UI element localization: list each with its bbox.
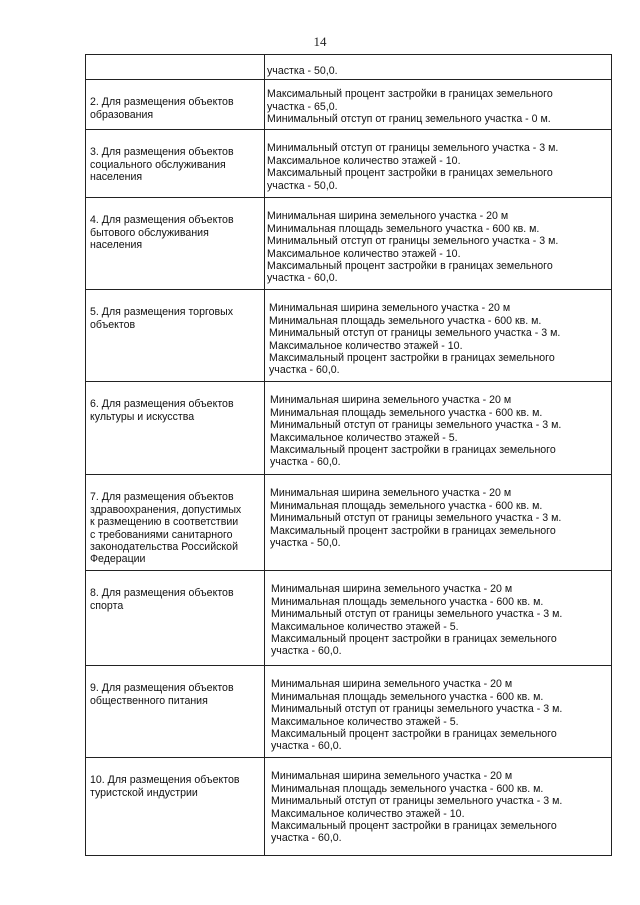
table-row-7 — [86, 475, 612, 571]
param-line: Максимальный процент застройки в границах земельного — [271, 820, 557, 833]
param-line: Минимальная площадь земельного участка - 600 кв. м. — [270, 406, 543, 419]
table-row-continuation — [86, 55, 612, 80]
param-line: участка - 60,0. — [271, 832, 342, 845]
param-line: Минимальный отступ от границы земельного участка - 3 м. — [271, 795, 563, 808]
param-line: Максимальное количество этажей - 5. — [271, 620, 459, 633]
use-cell — [86, 571, 265, 666]
use-cell — [86, 475, 265, 571]
param-line: Минимальный отступ от границы земельного участка - 3 м. — [271, 608, 563, 621]
use-cell — [86, 758, 265, 856]
use-label: 9. Для размещения объектов общественного питания — [90, 682, 234, 707]
use-label: 5. Для размещения торговых объектов — [90, 306, 234, 331]
table-row-3 — [86, 130, 612, 198]
param-line: Минимальный отступ от границ земельного участка - 0 м. — [267, 113, 551, 126]
use-label: 3. Для размещения объектов социального обслуживания населения — [90, 146, 234, 184]
param-line: участка - 65,0. — [267, 100, 338, 113]
params-cell — [265, 130, 612, 198]
use-label: 4. Для размещения объектов бытового обслуживания населения — [90, 214, 234, 252]
param-line: участка - 60,0. — [267, 272, 338, 285]
param-line: Минимальный отступ от границы земельного участка - 3 м. — [270, 512, 562, 525]
params-cell — [265, 475, 612, 571]
param-line: Максимальное количество этажей - 5. — [270, 431, 458, 444]
param-line: Максимальный процент застройки в границах земельного — [267, 88, 553, 101]
use-label: 2. Для размещения объектов образования — [90, 96, 234, 121]
table-row-2 — [86, 80, 612, 130]
use-cell — [86, 130, 265, 198]
param-line: Минимальный отступ от границы земельного участка - 3 м. — [271, 703, 563, 716]
params-cell — [265, 758, 612, 856]
params-cell — [265, 55, 612, 80]
use-cell-empty — [86, 55, 265, 80]
table-row-4 — [86, 198, 612, 290]
param-line: Максимальное количество этажей - 10. — [269, 339, 463, 352]
param-line: Максимальный процент застройки в границах земельного — [267, 167, 553, 180]
param-line: Минимальная ширина земельного участка - 20 м — [269, 302, 511, 315]
params-cell — [265, 290, 612, 382]
table-row-8 — [86, 571, 612, 666]
use-label: 8. Для размещения объектов спорта — [90, 587, 234, 612]
param-line: Максимальный процент застройки в границах земельного — [267, 260, 553, 273]
param-line: участка - 60,0. — [270, 456, 341, 469]
param-line: Минимальный отступ от границы земельного участка - 3 м. — [267, 142, 559, 155]
param-line: Максимальный процент застройки в границах земельного — [270, 524, 556, 537]
param-line: Минимальная площадь земельного участка - 600 кв. м. — [267, 222, 540, 235]
param-line: Минимальная ширина земельного участка - 20 м — [271, 770, 513, 783]
param-line: Минимальная площадь земельного участка - 600 кв. м. — [269, 314, 542, 327]
param-line: участка - 50,0. — [267, 65, 338, 77]
param-line: Минимальная площадь земельного участка - 600 кв. м. — [271, 690, 544, 703]
use-label: 7. Для размещения объектов здравоохранения, допустимых к размещению в соответствии с требованиями санитарного законодательства Российской Федерации — [90, 491, 242, 566]
param-line: участка - 50,0. — [267, 179, 338, 192]
param-line: Минимальная ширина земельного участка - 20 м — [271, 583, 513, 596]
use-label: 10. Для размещения объектов туристской индустрии — [90, 774, 240, 799]
param-line: Минимальная ширина земельного участка - 20 м — [267, 210, 509, 223]
use-cell — [86, 198, 265, 290]
use-cell — [86, 666, 265, 758]
param-line: Минимальная ширина земельного участка - 20 м — [270, 394, 512, 407]
param-line: Минимальная ширина земельного участка - 20 м — [270, 487, 512, 500]
use-cell — [86, 290, 265, 382]
param-line: Максимальное количество этажей - 10. — [267, 154, 461, 167]
param-line: Максимальный процент застройки в границах земельного — [271, 633, 557, 646]
param-line: Минимальная площадь земельного участка - 600 кв. м. — [271, 782, 544, 795]
param-line: Максимальное количество этажей - 10. — [271, 807, 465, 820]
param-line: участка - 50,0. — [270, 537, 341, 550]
params-cell — [265, 666, 612, 758]
param-line: Минимальный отступ от границы земельного участка - 3 м. — [269, 327, 561, 340]
table-row-5 — [86, 290, 612, 382]
param-line: Минимальная площадь земельного участка - 600 кв. м. — [271, 595, 544, 608]
table-row-10 — [86, 758, 612, 856]
param-line: Максимальный процент застройки в границах земельного — [270, 444, 556, 457]
params-cell — [265, 382, 612, 475]
param-line: Максимальное количество этажей - 10. — [267, 247, 461, 260]
param-line: Минимальный отступ от границы земельного участка - 3 м. — [267, 235, 559, 248]
land-use-regulations-table — [85, 54, 612, 856]
params-cell — [265, 571, 612, 666]
param-line: участка - 60,0. — [269, 364, 340, 377]
table-row-9 — [86, 666, 612, 758]
params-cell — [265, 198, 612, 290]
param-line: Минимальная ширина земельного участка - 20 м — [271, 678, 513, 691]
param-line: Максимальный процент застройки в границах земельного — [271, 728, 557, 741]
param-line: участка - 60,0. — [271, 740, 342, 753]
param-line: Минимальная площадь земельного участка - 600 кв. м. — [270, 499, 543, 512]
page-number: 14 — [313, 34, 327, 49]
param-line: Максимальное количество этажей - 5. — [271, 715, 459, 728]
params-cell — [265, 80, 612, 130]
use-cell — [86, 80, 265, 130]
param-line: Максимальный процент застройки в границах земельного — [269, 352, 555, 365]
use-cell — [86, 382, 265, 475]
param-line: Минимальный отступ от границы земельного участка - 3 м. — [270, 419, 562, 432]
use-label: 6. Для размещения объектов культуры и искусства — [90, 398, 234, 423]
table-row-6 — [86, 382, 612, 475]
param-line: участка - 60,0. — [271, 645, 342, 658]
